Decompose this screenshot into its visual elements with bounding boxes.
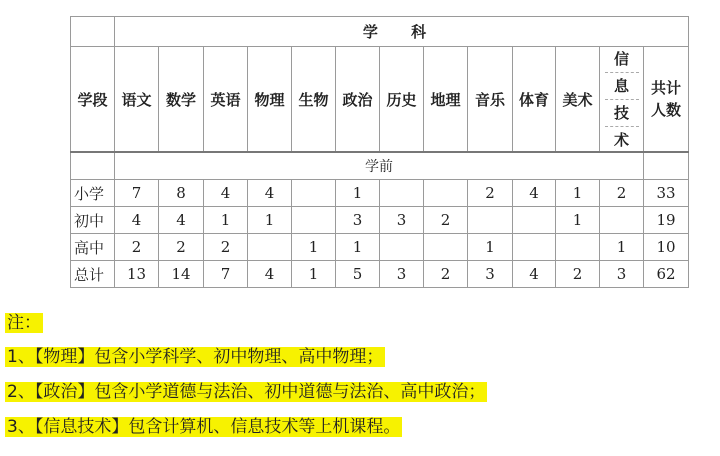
table-cell: 14 xyxy=(159,261,204,288)
note-item xyxy=(5,344,385,371)
table-cell: 4 xyxy=(159,207,204,234)
table-cell: 1 xyxy=(292,234,336,261)
stage-header: 学段 xyxy=(71,47,115,153)
stage-label: 总计 xyxy=(71,261,115,288)
table-cell: 3 xyxy=(600,261,644,288)
subject-header-art: 美术 xyxy=(556,47,600,153)
table-cell xyxy=(600,207,644,234)
notes-title xyxy=(5,310,43,337)
table-body xyxy=(71,180,689,288)
subject-header-physics: 物理 xyxy=(248,47,292,153)
table-row xyxy=(71,234,689,261)
table-cell xyxy=(380,234,424,261)
table-cell xyxy=(424,234,468,261)
total-count-header xyxy=(644,47,689,153)
table-cell xyxy=(468,207,513,234)
section-spacer-cell xyxy=(644,152,689,180)
table-cell xyxy=(292,207,336,234)
subject-group-header: 学 科 xyxy=(115,17,689,47)
table-cell: 62 xyxy=(644,261,689,288)
total-header-line: 人数 xyxy=(651,101,682,119)
table-cell: 3 xyxy=(380,261,424,288)
table-cell: 2 xyxy=(600,180,644,207)
stage-label: 小学 xyxy=(71,180,115,207)
table-cell: 4 xyxy=(248,261,292,288)
table-cell: 33 xyxy=(644,180,689,207)
table-cell: 1 xyxy=(468,234,513,261)
subject-header-info-tech xyxy=(600,47,644,153)
table-cell: 1 xyxy=(336,180,380,207)
table-cell xyxy=(513,207,556,234)
table-cell: 7 xyxy=(115,180,159,207)
table-cell: 2 xyxy=(204,234,248,261)
note-item xyxy=(5,379,487,406)
section-row xyxy=(71,152,689,180)
table-row xyxy=(71,207,689,234)
table-row xyxy=(71,180,689,207)
table-cell: 2 xyxy=(556,261,600,288)
subject-header-history: 历史 xyxy=(380,47,424,153)
table-cell: 19 xyxy=(644,207,689,234)
section-spacer-cell xyxy=(71,152,115,180)
subject-header-pe: 体育 xyxy=(513,47,556,153)
table-cell: 1 xyxy=(600,234,644,261)
table-cell: 2 xyxy=(115,234,159,261)
table-cell: 2 xyxy=(159,234,204,261)
subject-header-math: 数学 xyxy=(159,47,204,153)
column-header-row xyxy=(71,47,689,153)
table-row xyxy=(71,261,689,288)
info-tech-char: 技 xyxy=(605,100,639,127)
subject-header-biology: 生物 xyxy=(292,47,336,153)
table-cell: 1 xyxy=(204,207,248,234)
table-cell: 4 xyxy=(204,180,248,207)
table-cell: 1 xyxy=(248,207,292,234)
subject-header-politics: 政治 xyxy=(336,47,380,153)
info-tech-char: 信 xyxy=(605,46,639,73)
table-cell: 13 xyxy=(115,261,159,288)
table-cell: 3 xyxy=(468,261,513,288)
subject-header-geography: 地理 xyxy=(424,47,468,153)
table-cell: 3 xyxy=(380,207,424,234)
table-cell: 4 xyxy=(513,180,556,207)
table-cell: 2 xyxy=(468,180,513,207)
table-cell: 1 xyxy=(292,261,336,288)
table-cell: 10 xyxy=(644,234,689,261)
table-cell: 7 xyxy=(204,261,248,288)
subject-staff-table-container xyxy=(70,16,688,288)
subject-header-english: 英语 xyxy=(204,47,248,153)
note-item-text: 1、【物理】包含小学科学、初中物理、高中物理； xyxy=(7,347,384,367)
total-header-line: 共计 xyxy=(651,79,682,97)
table-cell: 4 xyxy=(248,180,292,207)
table-cell: 5 xyxy=(336,261,380,288)
notes-title-text: 注： xyxy=(7,313,41,333)
subject-group-header-row xyxy=(71,17,689,47)
table-cell: 2 xyxy=(424,207,468,234)
table-cell xyxy=(292,180,336,207)
note-item-text: 3、【信息技术】包含计算机、信息技术等上机课程。 xyxy=(7,417,401,437)
note-item-text: 2、【政治】包含小学道德与法治、初中道德与法治、高中政治； xyxy=(7,382,486,402)
table-cell xyxy=(556,234,600,261)
table-cell: 2 xyxy=(424,261,468,288)
table-cell xyxy=(248,234,292,261)
table-cell: 1 xyxy=(556,207,600,234)
info-tech-char: 术 xyxy=(613,130,629,149)
table-cell xyxy=(424,180,468,207)
table-cell xyxy=(380,180,424,207)
table-cell: 1 xyxy=(336,234,380,261)
corner-cell xyxy=(71,17,115,47)
subject-staff-table xyxy=(70,16,689,288)
stage-label: 初中 xyxy=(71,207,115,234)
note-item xyxy=(5,414,402,441)
table-cell: 8 xyxy=(159,180,204,207)
table-cell xyxy=(513,234,556,261)
info-tech-char: 息 xyxy=(605,73,639,100)
table-cell: 4 xyxy=(513,261,556,288)
stage-label: 高中 xyxy=(71,234,115,261)
table-cell: 3 xyxy=(336,207,380,234)
table-cell: 4 xyxy=(115,207,159,234)
section-label: 学前 xyxy=(115,152,644,180)
subject-header-chinese: 语文 xyxy=(115,47,159,153)
table-cell: 1 xyxy=(556,180,600,207)
subject-header-music: 音乐 xyxy=(468,47,513,153)
